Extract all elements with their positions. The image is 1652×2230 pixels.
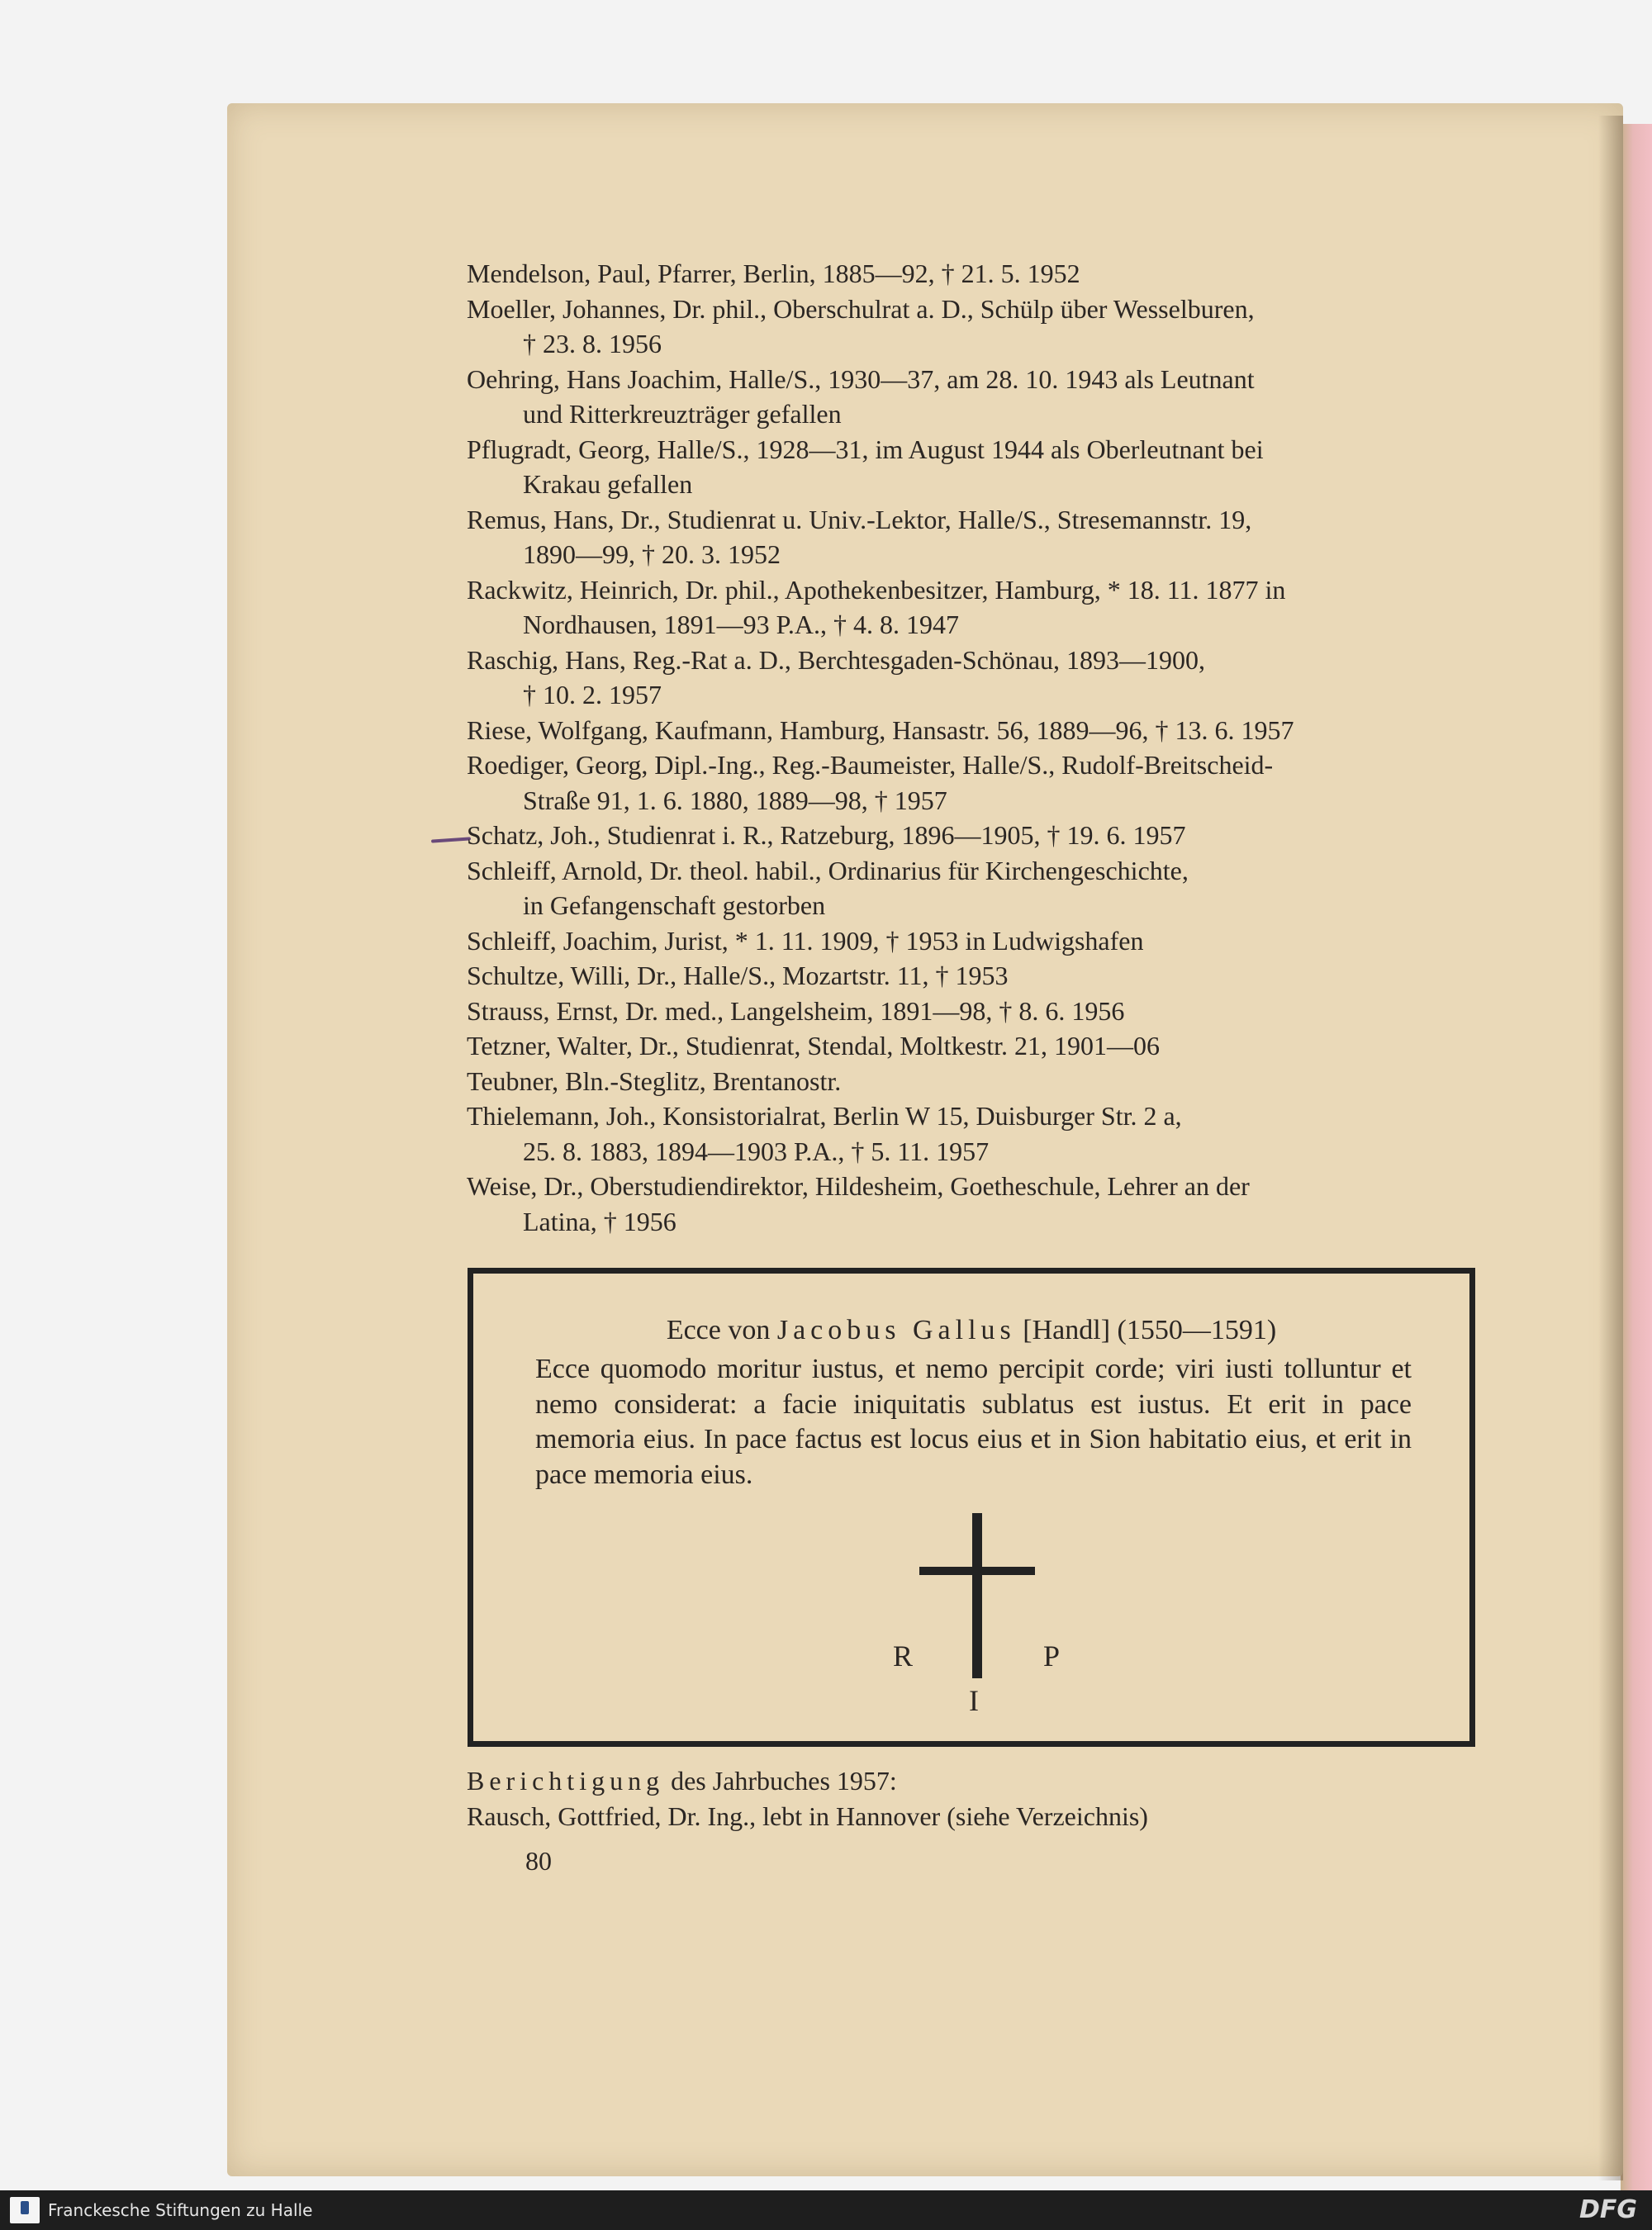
list-entry: Roediger, Georg, Dipl.-Ing., Reg.-Baumeister, Halle/S., Rudolf-Breitscheid- Straße 91, 1. 6. 1880, 1889—98, † 1957 — [467, 750, 1274, 815]
list-entry: Oehring, Hans Joachim, Halle/S., 1930—37, am 28. 10. 1943 als Leutnant und Ritterkreuzträger gefallen — [467, 363, 1255, 429]
list-entry: Pflugradt, Georg, Halle/S., 1928—31, im August 1944 als Oberleutnant bei Krakau gefallen — [467, 434, 1264, 499]
obituary-list — [467, 256, 1474, 1239]
list-entry: Moeller, Johannes, Dr. phil., Oberschulrat a. D., Schülp über Wesselburen, † 23. 8. 1956 — [467, 293, 1255, 358]
correction-note — [467, 1763, 1474, 1834]
cross-bar — [919, 1567, 1035, 1575]
list-entry: Schleiff, Joachim, Jurist, * 1. 11. 1909, † 1953 in Ludwigshafen — [467, 925, 1144, 956]
rip-i: I — [969, 1684, 979, 1717]
list-entry: Remus, Hans, Dr., Studienrat u. Univ.-Lektor, Halle/S., Stresemannstr. 19, 1890—99, † 20. 3. 1952 — [467, 504, 1252, 569]
memorial-box — [468, 1268, 1475, 1747]
correction-heading: Berichtigung des Jahrbuches 1957: — [467, 1766, 897, 1796]
institution-logo-icon[interactable] — [10, 2197, 40, 2223]
list-entry: Weise, Dr., Oberstudiendirektor, Hildesheim, Goetheschule, Lehrer an der Latina, † 1956 — [467, 1171, 1250, 1236]
rip-r: R — [893, 1639, 914, 1672]
list-entry: Thielemann, Joh., Konsistorialrat, Berlin W 15, Duisburger Str. 2 a, 25. 8. 1883, 1894—1903 P.A., † 5. 11. 1957 — [467, 1101, 1182, 1166]
composer-name: Jacobus Gallus — [776, 1315, 1016, 1345]
page-gutter-shadow — [1598, 116, 1623, 2180]
correction-text: Rausch, Gottfried, Dr. Ing., lebt in Hannover (siehe Verzeichnis) — [467, 1801, 1148, 1831]
list-entry: Schultze, Willi, Dr., Halle/S., Mozartstr. 11, † 1953 — [467, 961, 1009, 990]
memorial-title: Ecce von Jacobus Gallus [Handl] (1550—1591) — [666, 1315, 1277, 1345]
viewer-footer — [0, 2190, 1652, 2230]
institution-label[interactable]: Franckesche Stiftungen zu Halle — [48, 2200, 313, 2220]
list-entry: Schleiff, Arnold, Dr. theol. habil., Ordinarius für Kirchengeschichte, in Gefangenschaft gestorben — [467, 855, 1189, 920]
list-entry: Mendelson, Paul, Pfarrer, Berlin, 1885—92, † 21. 5. 1952 — [467, 259, 1080, 288]
memorial-text: Ecce quomodo moritur iustus, et nemo percipit corde; viri iusti tolluntur et nemo considerat: a facie iniquitatis sublatus est iustus. Et erit in pace memoria eius. In pace factus est locus eius et in Sion habitatio eius, et erit in pace memoria eius. — [535, 1354, 1412, 1490]
list-entry: Riese, Wolfgang, Kaufmann, Hamburg, Hansastr. 56, 1889—96, † 13. 6. 1957 — [467, 714, 1294, 745]
list-entry: Rackwitz, Heinrich, Dr. phil., Apothekenbesitzer, Hamburg, * 18. 11. 1877 in Nordhausen, 1891—93 P.A., † 4. 8. 1947 — [467, 574, 1286, 639]
list-entry: Schatz, Joh., Studienrat i. R., Ratzeburg, 1896—1905, † 19. 6. 1957 — [467, 820, 1186, 850]
list-entry: Raschig, Hans, Reg.-Rat a. D., Berchtesgaden-Schönau, 1893—1900, † 10. 2. 1957 — [467, 644, 1206, 709]
list-entry: Strauss, Ernst, Dr. med., Langelsheim, 1891—98, † 8. 6. 1956 — [467, 995, 1125, 1026]
page-number: 80 — [525, 1846, 552, 1876]
list-entry: Tetzner, Walter, Dr., Studienrat, Stendal, Moltkestr. 21, 1901—06 — [467, 1031, 1160, 1060]
list-entry: Teubner, Bln.-Steglitz, Brentanostr. — [467, 1065, 842, 1096]
page-edge — [1621, 124, 1652, 2190]
cross-icon — [972, 1513, 982, 1678]
rip-p: P — [1043, 1639, 1061, 1672]
dfg-logo[interactable]: DFG — [1578, 2195, 1637, 2224]
